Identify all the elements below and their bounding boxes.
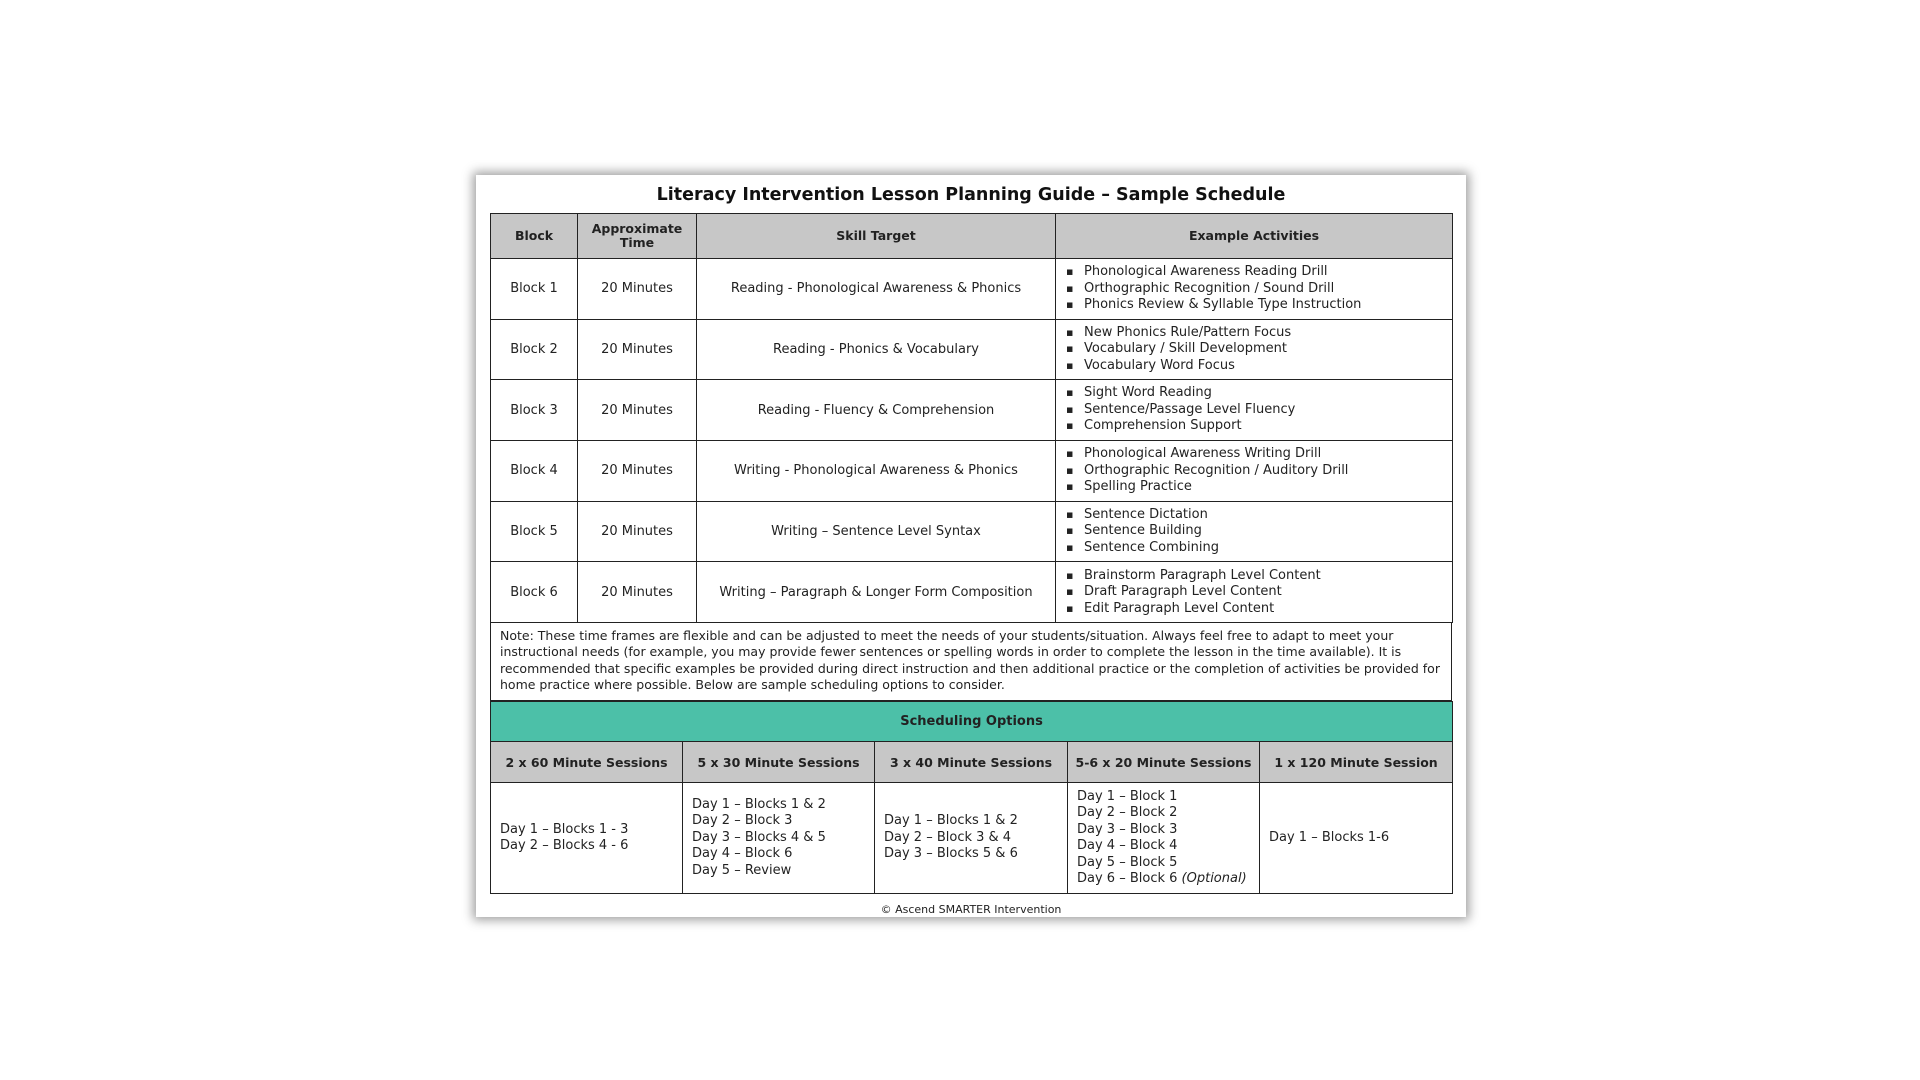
skill-cell: Writing – Paragraph & Longer Form Composition	[697, 562, 1056, 623]
activity-item: ▪ Phonological Awareness Writing Drill	[1066, 446, 1452, 463]
table-row	[491, 562, 1453, 623]
activity-item: ▪ Phonological Awareness Reading Drill	[1066, 264, 1452, 281]
activities-cell	[1056, 259, 1453, 320]
activity-item: ▪ Sentence Building	[1066, 523, 1452, 540]
day-item: Day 3 – Block 3	[1077, 821, 1178, 837]
option-header: 2 x 60 Minute Sessions	[491, 742, 683, 783]
day-item: Day 2 – Block 3	[692, 813, 793, 829]
day-item: Day 1 – Blocks 1 & 2	[692, 796, 826, 812]
time-cell: 20 Minutes	[578, 562, 697, 623]
option-header: 5 x 30 Minute Sessions	[683, 742, 875, 783]
option-days-cell	[1260, 783, 1453, 894]
block-cell: Block 3	[491, 380, 578, 441]
scheduling-header-row	[491, 742, 1453, 783]
option-days-cell	[875, 783, 1068, 894]
option-days-cell	[1068, 783, 1260, 894]
block-cell: Block 1	[491, 259, 578, 320]
schedule-note: Note: These time frames are flexible and can be adjusted to meet the needs of your students/situation. Always feel free to adapt to meet your instructional needs (for example, you may provide fewer sentences or spelling words in order to complete the lesson in the time available). It is recommended that specific examples be provided during direct instruction and then additional practice or the completion of activities be provided for home practice where possible. Below are sample scheduling options to consider.	[490, 623, 1452, 701]
activity-item: ▪ Comprehension Support	[1066, 418, 1452, 435]
activity-item: ▪ Sentence Combining	[1066, 540, 1452, 557]
activity-item: ▪ Orthographic Recognition / Sound Drill	[1066, 281, 1452, 298]
activity-item: ▪ Spelling Practice	[1066, 479, 1452, 496]
activity-item: ▪ Draft Paragraph Level Content	[1066, 584, 1452, 601]
skill-cell: Writing - Phonological Awareness & Phonics	[697, 441, 1056, 502]
activity-item: ▪ Sight Word Reading	[1066, 385, 1452, 402]
option-header: 5-6 x 20 Minute Sessions	[1068, 742, 1260, 783]
block-cell: Block 6	[491, 562, 578, 623]
table-header-row	[491, 214, 1453, 259]
day-item: Day 3 – Blocks 4 & 5	[692, 829, 826, 845]
day-item: Day 1 – Block 1	[1077, 788, 1178, 804]
activities-cell	[1056, 380, 1453, 441]
activities-cell	[1056, 562, 1453, 623]
activity-item: ▪ New Phonics Rule/Pattern Focus	[1066, 325, 1452, 342]
activities-cell	[1056, 319, 1453, 380]
day-item: Day 1 – Blocks 1-6	[1269, 829, 1390, 845]
time-cell: 20 Minutes	[578, 501, 697, 562]
scheduling-days-row	[491, 783, 1453, 894]
day-item: Day 5 – Block 5	[1077, 854, 1178, 870]
optional-note: (Optional)	[1181, 871, 1247, 887]
table-row	[491, 441, 1453, 502]
skill-cell: Reading - Phonics & Vocabulary	[697, 319, 1056, 380]
activity-item: ▪ Sentence/Passage Level Fluency	[1066, 402, 1452, 419]
scheduling-options-banner: Scheduling Options	[491, 702, 1453, 742]
option-header: 1 x 120 Minute Session	[1260, 742, 1453, 783]
day-item: Day 3 – Blocks 5 & 6	[884, 846, 1018, 862]
activity-item: ▪ Edit Paragraph Level Content	[1066, 601, 1452, 618]
day-item: Day 2 – Block 3 & 4	[884, 829, 1012, 845]
day-item: Day 5 – Review	[692, 862, 792, 878]
day-item: Day 4 – Block 6	[692, 846, 793, 862]
day-item: Day 1 – Blocks 1 & 2	[884, 813, 1018, 829]
table-row	[491, 259, 1453, 320]
day-item: Day 4 – Block 4	[1077, 838, 1178, 854]
activities-cell	[1056, 441, 1453, 502]
scheduling-options-table	[490, 701, 1453, 894]
option-days-cell	[491, 783, 683, 894]
day-item: Day 2 – Blocks 4 - 6	[500, 838, 629, 854]
activity-item: ▪ Vocabulary Word Focus	[1066, 358, 1452, 375]
header-example-activities: Example Activities	[1056, 214, 1453, 259]
activities-cell	[1056, 501, 1453, 562]
copyright-footer: © Ascend SMARTER Intervention	[880, 903, 1062, 916]
activity-item: ▪ Orthographic Recognition / Auditory Drill	[1066, 463, 1452, 480]
skill-cell: Reading - Fluency & Comprehension	[697, 380, 1056, 441]
option-header: 3 x 40 Minute Sessions	[875, 742, 1068, 783]
time-cell: 20 Minutes	[578, 319, 697, 380]
activity-item: ▪ Brainstorm Paragraph Level Content	[1066, 568, 1452, 585]
day-item: Day 1 – Blocks 1 - 3	[500, 821, 629, 837]
time-cell: 20 Minutes	[578, 380, 697, 441]
activity-item: ▪ Sentence Dictation	[1066, 507, 1452, 524]
document-title: Literacy Intervention Lesson Planning Guide – Sample Schedule	[656, 185, 1286, 205]
header-approximate-time: Approximate Time	[578, 214, 697, 259]
document-page	[476, 175, 1466, 917]
day-item	[1077, 871, 1259, 888]
day-label: Day 6 – Block 6	[1077, 871, 1178, 887]
table-row	[491, 319, 1453, 380]
skill-cell: Reading - Phonological Awareness & Phonics	[697, 259, 1056, 320]
table-row	[491, 380, 1453, 441]
lesson-plan-table	[490, 213, 1453, 623]
block-cell: Block 4	[491, 441, 578, 502]
block-cell: Block 2	[491, 319, 578, 380]
block-cell: Block 5	[491, 501, 578, 562]
activity-item: ▪ Phonics Review & Syllable Type Instruction	[1066, 297, 1452, 314]
time-cell: 20 Minutes	[578, 259, 697, 320]
time-cell: 20 Minutes	[578, 441, 697, 502]
table-row	[491, 501, 1453, 562]
activity-item: ▪ Vocabulary / Skill Development	[1066, 341, 1452, 358]
option-days-cell	[683, 783, 875, 894]
header-block: Block	[491, 214, 578, 259]
skill-cell: Writing – Sentence Level Syntax	[697, 501, 1056, 562]
day-item: Day 2 – Block 2	[1077, 805, 1178, 821]
header-skill-target: Skill Target	[697, 214, 1056, 259]
